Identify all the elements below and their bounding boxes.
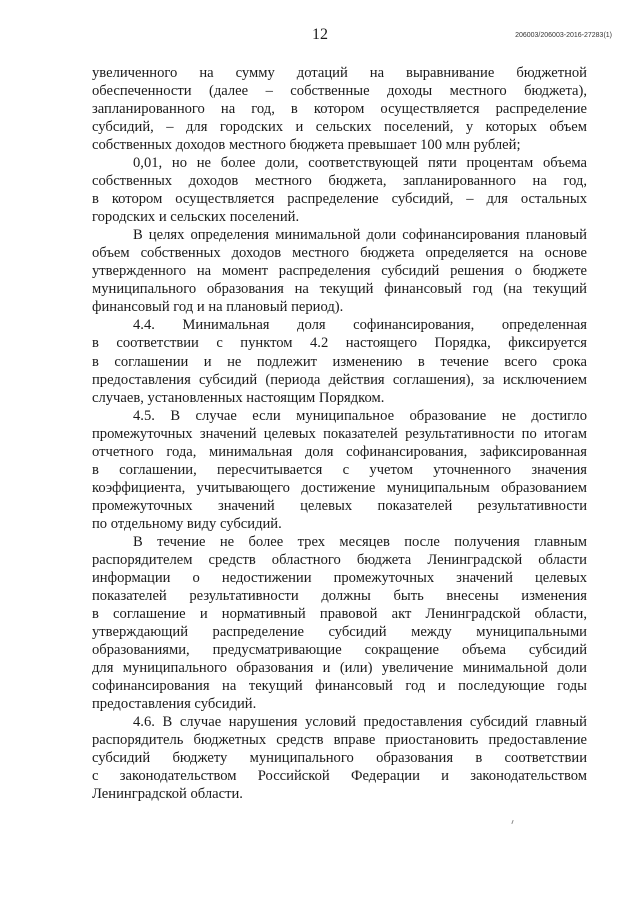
text-line: в соответствии с пунктом 4.2 настоящего Порядка, фиксируется: [92, 335, 587, 352]
text-line: финансовый год и на плановый период).: [92, 299, 344, 316]
text-line: 0,01, но не более доли, соответствующей пяти процентам объема: [133, 155, 587, 172]
text-line: промежуточных значений целевых показателей результативности по итогам: [92, 425, 587, 442]
scan-speck: [511, 820, 513, 824]
text-line: для муниципального образования и (или) увеличение минимальной доли: [92, 660, 587, 677]
text-line: 4.5. В случае если муниципальное образование не достигло: [133, 407, 587, 424]
text-line: в котором осуществляется распределение субсидий, – для остальных: [92, 191, 587, 208]
text-line: В течение не более трех месяцев после получения главным: [133, 533, 587, 550]
text-line: утвержденного на момент распределения субсидий решения о бюджете: [92, 263, 587, 280]
text-line: утверждающий распределение субсидий между муниципальными: [92, 623, 587, 640]
text-line: муниципального образования на текущий финансовый год (на текущий: [92, 281, 587, 298]
text-line: отчетного года, минимальная доля софинансирования, зафиксированная: [92, 443, 587, 460]
text-line: случаев, установленных настоящим Порядком.: [92, 389, 385, 406]
text-line: распорядителем средств областного бюджета Ленинградской области: [92, 551, 587, 568]
text-line: промежуточных значений целевых показателей результативности: [92, 497, 587, 514]
text-line: показателей результативности должны быть внесены изменения: [92, 587, 587, 604]
text-line: софинансирования на текущий финансовый год и последующие годы: [92, 678, 587, 695]
text-line: 4.6. В случае нарушения условий предоставления субсидий главный: [133, 714, 587, 731]
text-line: собственных доходов местного бюджета, запланированного на год,: [92, 173, 587, 190]
text-line: в соглашение и нормативный правовой акт Ленинградской области,: [92, 605, 587, 622]
page-number: 12: [312, 26, 328, 43]
text-line: в соглашении, пересчитывается с учетом уточненного значения: [92, 461, 587, 478]
document-id: 206003/206003-2016-27283(1): [515, 32, 612, 39]
text-line: в соглашении и не подлежит изменению в течение всего срока: [92, 353, 587, 370]
text-line: коэффициента, учитывающего достижение муниципальным образованием: [92, 479, 587, 496]
text-line: городских и сельских поселений.: [92, 209, 300, 226]
text-line: объем собственных доходов местного бюджета определяется на основе: [92, 245, 587, 262]
text-line: Ленинградской области.: [92, 786, 243, 803]
text-line: распорядитель бюджетных средств вправе приостановить предоставление: [92, 732, 587, 749]
text-line: запланированного на год, в котором осуществляется распределение: [92, 101, 587, 118]
text-line: по отдельному виду субсидий.: [92, 515, 282, 532]
text-line: увеличенного на сумму дотаций на выравнивание бюджетной: [92, 65, 587, 81]
text-line: предоставления субсидий.: [92, 696, 257, 713]
text-line: обеспеченности (далее – собственные доходы местного бюджета),: [92, 83, 587, 100]
text-line: образованиями, предусматривающие сокращение объема субсидий: [92, 642, 587, 658]
document-body: [92, 64, 587, 803]
text-line: В целях определения минимальной доли софинансирования плановый: [133, 227, 587, 244]
text-line: субсидий бюджету муниципального образования в соответствии: [92, 750, 587, 767]
text-line: собственных доходов местного бюджета превышает 100 млн рублей;: [92, 137, 521, 154]
text-line: предоставления субсидий (периода действия соглашения), за исключением: [92, 371, 587, 388]
text-line: информации о недостижении промежуточных значений целевых: [92, 569, 587, 586]
text-line: 4.4. Минимальная доля софинансирования, определенная: [133, 317, 587, 334]
text-line: субсидий, – для городских и сельских поселений, у которых объем: [92, 119, 587, 136]
text-line: с законодательством Российской Федерации и законодательством: [92, 768, 587, 785]
